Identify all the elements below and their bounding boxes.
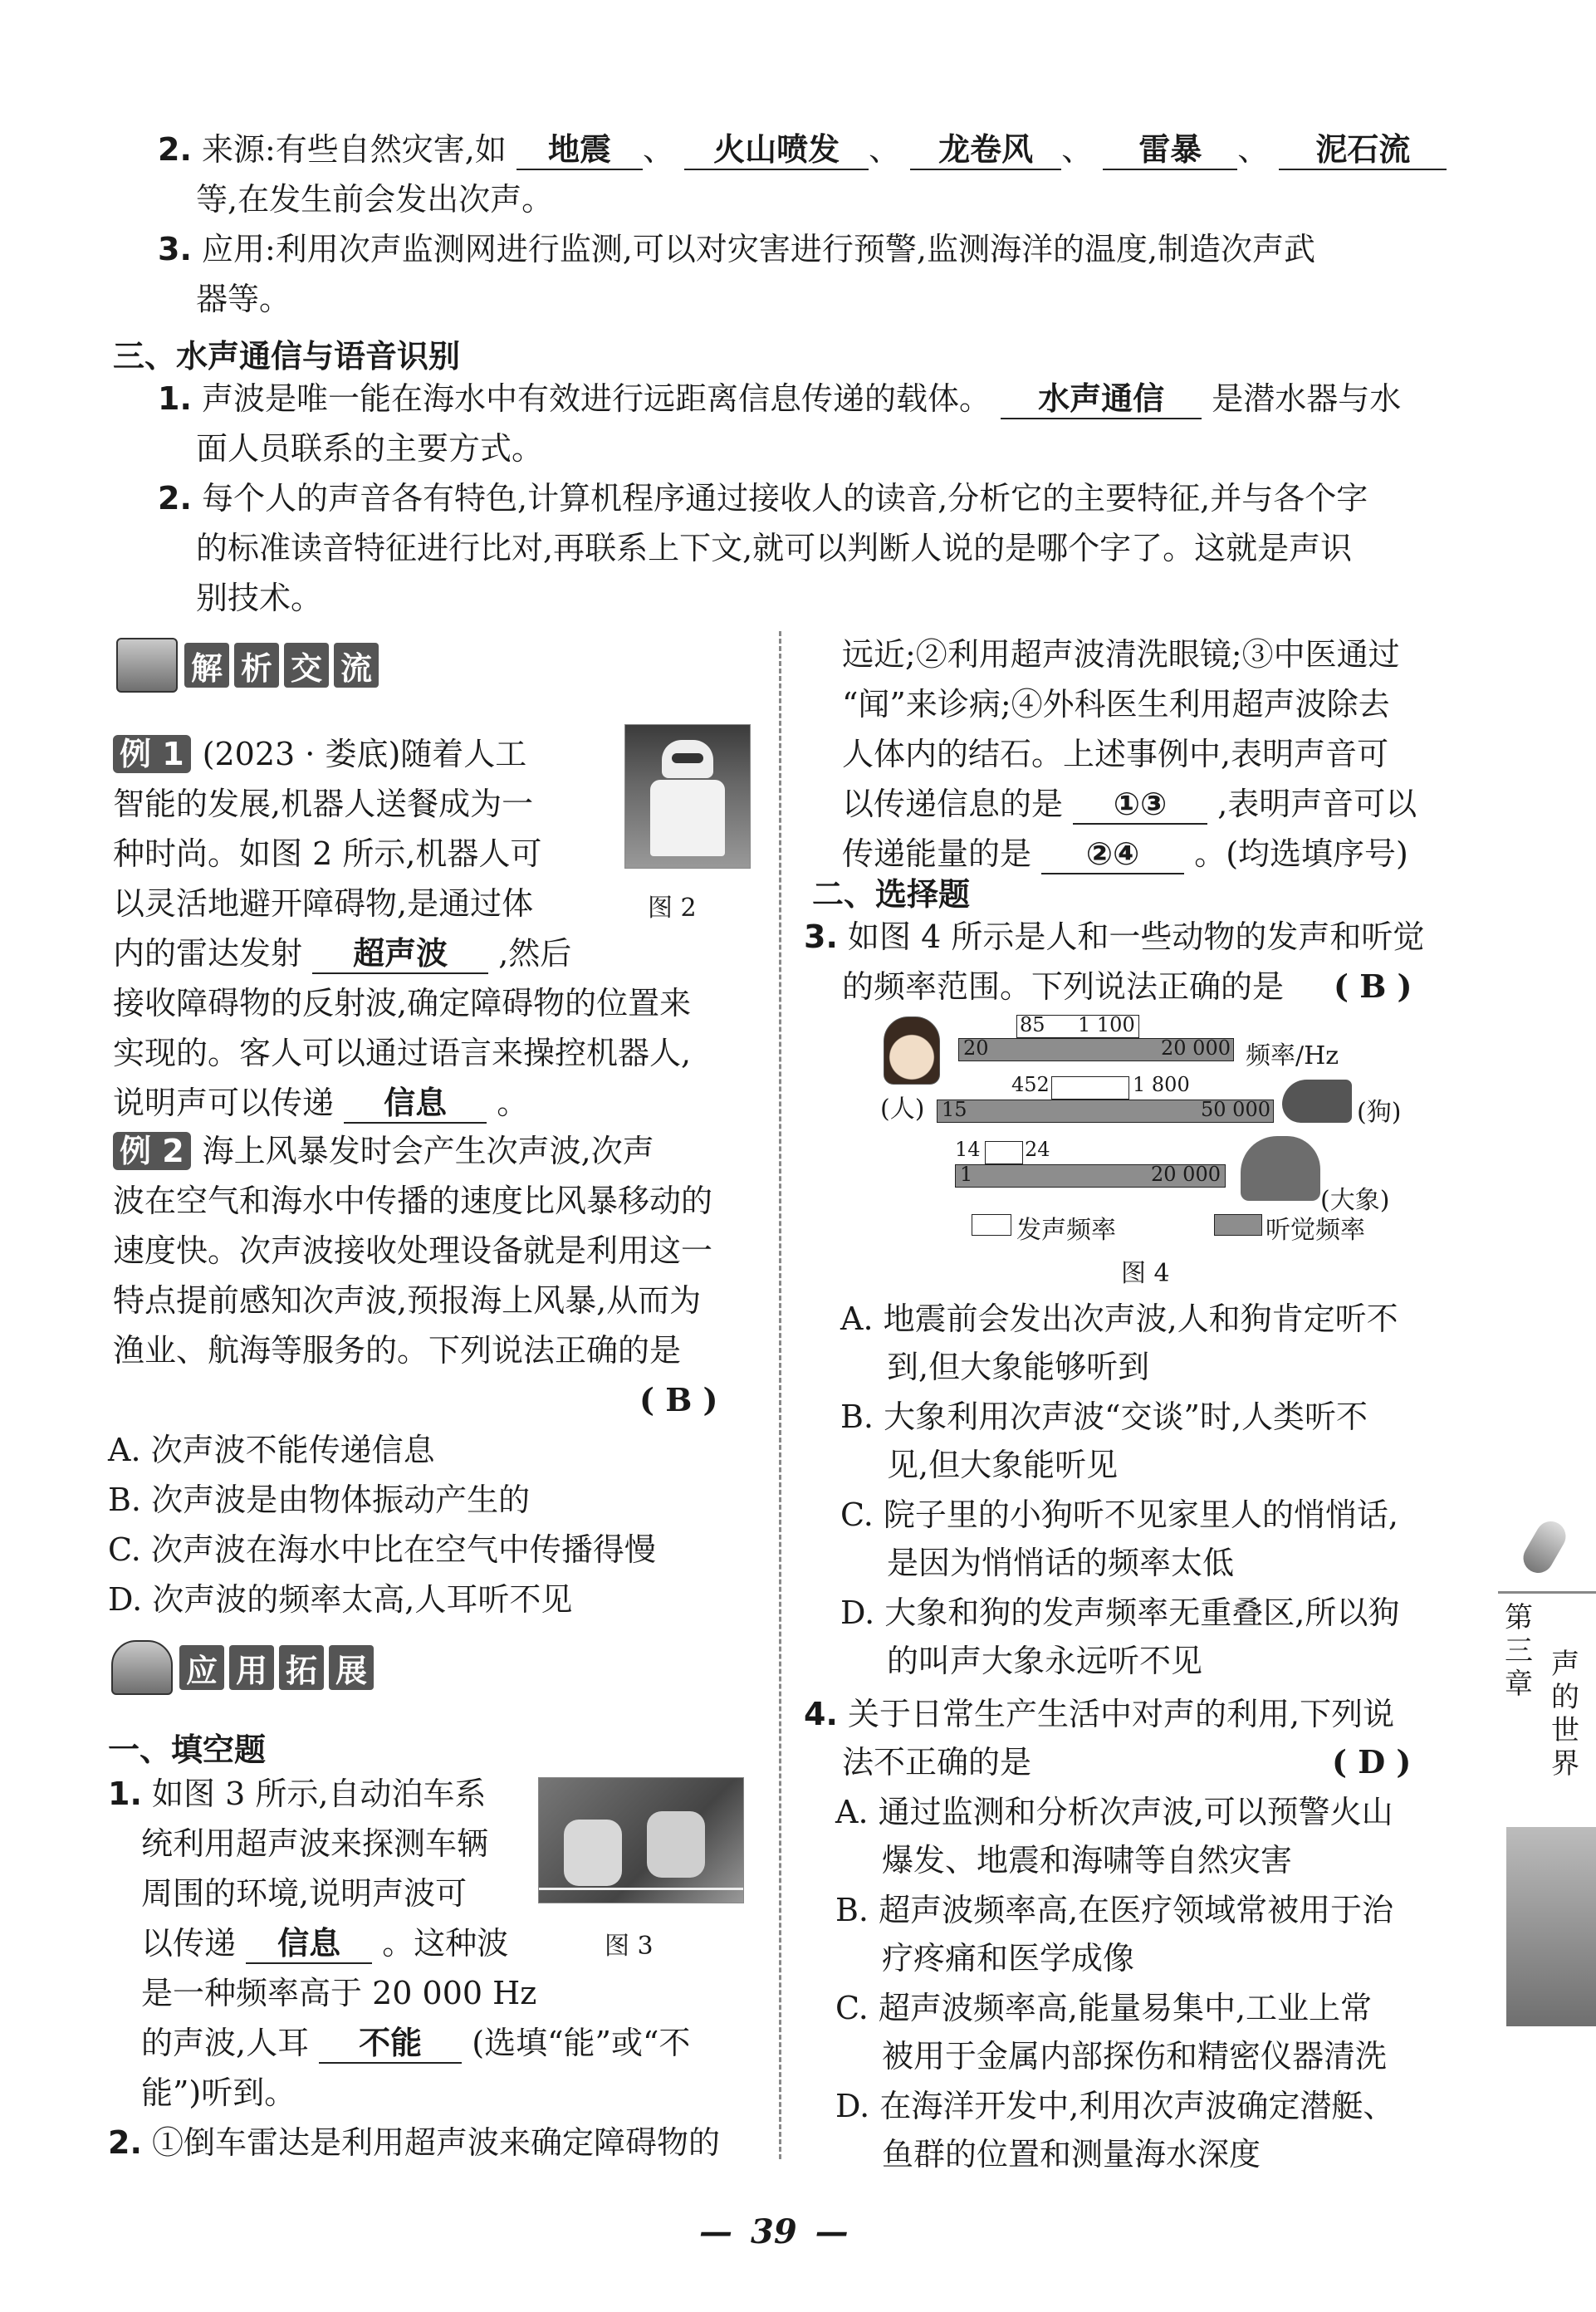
- tick-label: 20: [963, 1036, 989, 1060]
- q1-line1: [108, 1771, 486, 1817]
- unit-label: 频率/Hz: [1246, 1041, 1339, 1070]
- banner-char: 用: [229, 1645, 274, 1690]
- sec3-item2-line3: 别技术。: [196, 580, 323, 616]
- tick-label: 1 800: [1133, 1073, 1190, 1096]
- option-b: B. 次声波是由物体振动产生的: [108, 1482, 531, 1518]
- text: 如图 3 所示,自动泊车系: [151, 1776, 487, 1812]
- item-text: 来源:有些自然灾害,如: [201, 131, 507, 168]
- ex1-line7: 实现的。客人可以通过语言来操控机器人,: [113, 1035, 692, 1071]
- item-text: 是潜水器与水: [1212, 380, 1402, 417]
- title-char: 的: [1551, 1681, 1579, 1714]
- chapter-char: 章: [1505, 1668, 1533, 1701]
- page-footer: [699, 2212, 849, 2251]
- robot-face-icon: [672, 753, 703, 763]
- fill-heading: 一、填空题: [108, 1732, 267, 1768]
- row-label: (大象): [1320, 1186, 1390, 1215]
- answer-blank: 火山喷发: [684, 130, 869, 170]
- q4-option-b1: B. 超声波频率高,在医疗领域常被用于治: [835, 1892, 1394, 1928]
- legend-label: 听觉频率: [1266, 1216, 1365, 1245]
- ex1-line8: [113, 1080, 528, 1126]
- q2-line5: [842, 781, 1417, 827]
- sec3-item2-line1: [158, 475, 1368, 522]
- sec3-item1-line2: 面人员联系的主要方式。: [196, 430, 544, 467]
- sec2-item3-line2: 器等。: [196, 281, 291, 317]
- ex1-line1: [113, 731, 526, 777]
- banner-char: 交: [284, 643, 329, 688]
- analysis-banner: [116, 635, 384, 695]
- separator: 、: [642, 131, 674, 168]
- item-number: 2.: [158, 480, 192, 517]
- q4-option-a1: A. 通过监测和分析次声波,可以预警火山: [835, 1794, 1393, 1830]
- text: ,然后: [498, 935, 572, 972]
- answer-blank: 地震: [516, 130, 643, 170]
- q3-line2: [842, 963, 1284, 1010]
- example-badge: 例 1: [113, 735, 191, 773]
- extend-banner: [111, 1638, 379, 1697]
- q1-line5: 是一种频率高于 20 000 Hz: [141, 1975, 537, 2011]
- option-a: A. 次声波不能传递信息: [108, 1432, 435, 1468]
- q3-option-d2: 的叫声大象永远听不见: [887, 1643, 1203, 1679]
- legend-swatch-emit: [972, 1214, 1011, 1236]
- chart-badge-icon: [116, 638, 178, 693]
- text: 说明声可以传递: [113, 1085, 335, 1121]
- q1-line2: 统利用超声波来探测车辆: [141, 1825, 489, 1862]
- banner-char: 拓: [279, 1645, 324, 1690]
- q2-line4: 人体内的结石。上述事例中,表明声音可: [842, 736, 1389, 772]
- q3-option-b2: 见,但大象能听见: [887, 1447, 1119, 1483]
- text: ,表明声音可以: [1217, 786, 1417, 822]
- q4-option-a2: 爆发、地震和海啸等自然灾害: [882, 1842, 1293, 1878]
- ex2-line3: 速度快。次声波接收处理设备就是利用这一: [113, 1232, 713, 1269]
- text: 内的雷达发射: [113, 935, 303, 972]
- example-badge: 例 2: [113, 1132, 191, 1170]
- column-divider: [779, 631, 781, 2159]
- title-char: 世: [1551, 1714, 1579, 1747]
- elephant-icon: [1241, 1136, 1320, 1201]
- banner-char: 流: [334, 643, 379, 688]
- chapter-label: [1505, 1601, 1541, 1701]
- item-text: 应用:利用次声监测网进行监测,可以对灾害进行预警,监测海洋的温度,制造次声武: [201, 231, 1316, 267]
- q3-line1: [804, 914, 1424, 960]
- q4-option-b2: 疗疼痛和医学成像: [882, 1940, 1135, 1976]
- chapter-side-tab: [1498, 1511, 1596, 2026]
- q3-option-a1: A. 地震前会发出次声波,人和狗肯定听不: [840, 1300, 1398, 1337]
- figure-caption: 图 2: [648, 894, 697, 923]
- elephant-emit-bar: [985, 1141, 1023, 1164]
- car-icon: [647, 1811, 705, 1878]
- answer-paren: ( D ): [1332, 1743, 1412, 1781]
- text: 关于日常生产生活中对声的利用,下列说: [847, 1696, 1395, 1732]
- side-gray-block: [1506, 1827, 1596, 2026]
- text: 。这种波: [382, 1925, 509, 1962]
- figure-caption: 图 4: [1121, 1259, 1170, 1288]
- option-d: D. 次声波的频率太高,人耳听不见: [108, 1581, 573, 1618]
- text: 。: [497, 1085, 529, 1121]
- chapter-char: 三: [1505, 1634, 1533, 1668]
- text: 传递能量的是: [842, 835, 1032, 872]
- ex1-line5: [113, 930, 571, 977]
- title-char: 界: [1551, 1747, 1579, 1781]
- q1-line3: 周围的环境,说明声波可: [141, 1875, 468, 1912]
- row-label: (狗): [1357, 1098, 1402, 1127]
- q4-option-c1: C. 超声波频率高,能量易集中,工业上常: [835, 1990, 1373, 2026]
- answer-blank: 不能: [319, 2024, 462, 2064]
- books-icon: [111, 1640, 173, 1695]
- answer-blank: 水声通信: [1001, 380, 1202, 419]
- sec3-item1-line1: [158, 375, 1401, 422]
- tick-label: 50 000: [1201, 1098, 1270, 1121]
- q4-line1: [804, 1691, 1394, 1737]
- answer-blank: ①③: [1073, 785, 1207, 825]
- q1-line6: [141, 2020, 690, 2066]
- sec3-item2-line2: 的标准读音特征进行比对,再联系上下文,就可以判断人说的是哪个字了。这就是声识: [196, 530, 1353, 566]
- robot-body-icon: [650, 780, 725, 856]
- text: 。(均选填序号): [1194, 835, 1408, 872]
- parking-photo: [538, 1777, 744, 1903]
- tick-label: 20 000: [1161, 1036, 1231, 1060]
- q1-line4: [141, 1920, 508, 1967]
- human-face-icon: [884, 1016, 940, 1085]
- dog-emit-bar: [1051, 1076, 1129, 1100]
- chapter-char: 第: [1505, 1601, 1533, 1634]
- text: 如图 4 所示是人和一些动物的发声和听觉: [847, 918, 1425, 955]
- title-char: 声: [1551, 1648, 1579, 1681]
- item-number: 2.: [108, 2124, 142, 2161]
- row-label: (人): [880, 1095, 925, 1124]
- tick-label: 20 000: [1151, 1163, 1221, 1186]
- banner-char: 展: [329, 1645, 374, 1690]
- figure-caption: 图 3: [605, 1932, 654, 1961]
- item-number: 4.: [804, 1696, 838, 1732]
- item-number: 3.: [158, 231, 192, 267]
- separator: 、: [869, 131, 901, 168]
- ex2-line4: 特点提前感知次声波,预报海上风暴,从而为: [113, 1282, 702, 1319]
- answer-blank: 龙卷风: [910, 130, 1061, 170]
- ex2-line2: 波在空气和海水中传播的速度比风暴移动的: [113, 1183, 713, 1219]
- answer-blank: 超声波: [312, 934, 488, 974]
- item-text: 声波是唯一能在海水中有效进行远距离信息传递的载体。: [201, 380, 991, 417]
- ex2-line5: 渔业、航海等服务的。下列说法正确的是: [113, 1332, 682, 1369]
- item-text: 每个人的声音各有特色,计算机程序通过接收人的读音,分析它的主要特征,并与各个字: [201, 480, 1368, 517]
- sec2-item2-line1: [158, 126, 1447, 173]
- q2-line2: 远近;②利用超声波清洗眼镜;③中医通过: [842, 636, 1400, 673]
- chapter-title: [1551, 1648, 1588, 1781]
- answer-paren: ( B ): [639, 1381, 718, 1418]
- text: 海上风暴发时会产生次声波,次声: [202, 1133, 654, 1169]
- section-heading: 三、水声通信与语音识别: [113, 338, 461, 375]
- ex2-line1: [113, 1128, 654, 1174]
- q3-option-a2: 到,但大象能够听到: [887, 1349, 1150, 1385]
- legend-label: 发声频率: [1016, 1216, 1116, 1245]
- text: 的声波,人耳: [141, 2025, 310, 2061]
- q3-option-b1: B. 大象利用次声波“交谈”时,人类听不: [840, 1398, 1368, 1435]
- trumpet-icon: [1518, 1516, 1571, 1578]
- side-rule: [1498, 1591, 1596, 1594]
- banner-char: 析: [234, 643, 279, 688]
- item-number: 2.: [158, 131, 192, 168]
- item-number: 3.: [804, 918, 838, 955]
- q4-option-d2: 鱼群的位置和测量海水深度: [882, 2136, 1261, 2172]
- answer-blank: 泥石流: [1279, 130, 1447, 170]
- tick-label: 1: [960, 1163, 973, 1186]
- answer-blank: 信息: [344, 1084, 487, 1124]
- q4-option-c2: 被用于金属内部探伤和精密仪器清洗: [882, 2038, 1388, 2074]
- sec2-item2-line2: 等,在发生前会发出次声。: [196, 181, 554, 218]
- tick-label: 452: [1011, 1073, 1050, 1096]
- item-number: 1.: [158, 380, 192, 417]
- text: ①倒车雷达是利用超声波来确定障碍物的: [151, 2124, 720, 2161]
- q1-line7: 能”)听到。: [141, 2074, 296, 2111]
- item-number: 1.: [108, 1776, 142, 1812]
- q3-option-c1: C. 院子里的小狗听不见家里人的悄悄话,: [840, 1496, 1398, 1533]
- page-number: 39: [751, 2212, 797, 2251]
- text: 以传递信息的是: [842, 786, 1064, 822]
- q4-line2: 法不正确的是: [842, 1744, 1032, 1781]
- answer-blank: 雷暴: [1103, 130, 1237, 170]
- car-icon: [564, 1820, 622, 1886]
- footer-dash: —: [699, 2212, 732, 2251]
- answer-blank: ②④: [1041, 835, 1184, 874]
- robot-photo: [624, 724, 751, 869]
- banner-char: 应: [179, 1645, 224, 1690]
- text: (2023 · 娄底)随着人工: [202, 736, 527, 772]
- ex1-line2: 智能的发展,机器人送餐成为一: [113, 786, 534, 822]
- text: 以传递: [141, 1925, 237, 1962]
- tick-label: 85: [1020, 1013, 1045, 1036]
- sec2-item3-line1: [158, 226, 1315, 272]
- q3-option-d1: D. 大象和狗的发声频率无重叠区,所以狗: [840, 1594, 1400, 1631]
- q4-option-d1: D. 在海洋开发中,利用次声波确定潜艇、: [835, 2088, 1395, 2124]
- parking-line: [539, 1888, 743, 1890]
- tick-label: 24: [1025, 1138, 1050, 1161]
- answer-blank: 信息: [246, 1924, 372, 1964]
- q2-line3: “闻”来诊病;④外科医生利用超声波除去: [842, 686, 1390, 722]
- separator: 、: [1061, 131, 1094, 168]
- footer-dash: —: [815, 2212, 849, 2251]
- answer-paren: ( B ): [1334, 967, 1412, 1005]
- tick-label: 1 100: [1078, 1013, 1135, 1036]
- text: 的频率范围。下列说法正确的是: [842, 968, 1285, 1005]
- text: (选填“能”或“不: [472, 2025, 691, 2061]
- separator: 、: [1237, 131, 1270, 168]
- ex1-line6: 接收障碍物的反射波,确定障碍物的位置来: [113, 985, 692, 1021]
- tick-label: 15: [942, 1098, 967, 1121]
- legend-swatch-hear: [1214, 1214, 1262, 1236]
- choice-heading: 二、选择题: [812, 876, 971, 913]
- ex1-line3: 种时尚。如图 2 所示,机器人可: [113, 835, 542, 872]
- q2-line1: [108, 2119, 720, 2166]
- q3-option-c2: 是因为悄悄话的频率太低: [887, 1545, 1235, 1581]
- tick-label: 14: [955, 1138, 981, 1161]
- option-c: C. 次声波在海水中比在空气中传播得慢: [108, 1531, 656, 1568]
- ex1-line4: 以灵活地避开障碍物,是通过体: [113, 885, 534, 922]
- dog-icon: [1282, 1080, 1352, 1123]
- banner-char: 解: [184, 643, 229, 688]
